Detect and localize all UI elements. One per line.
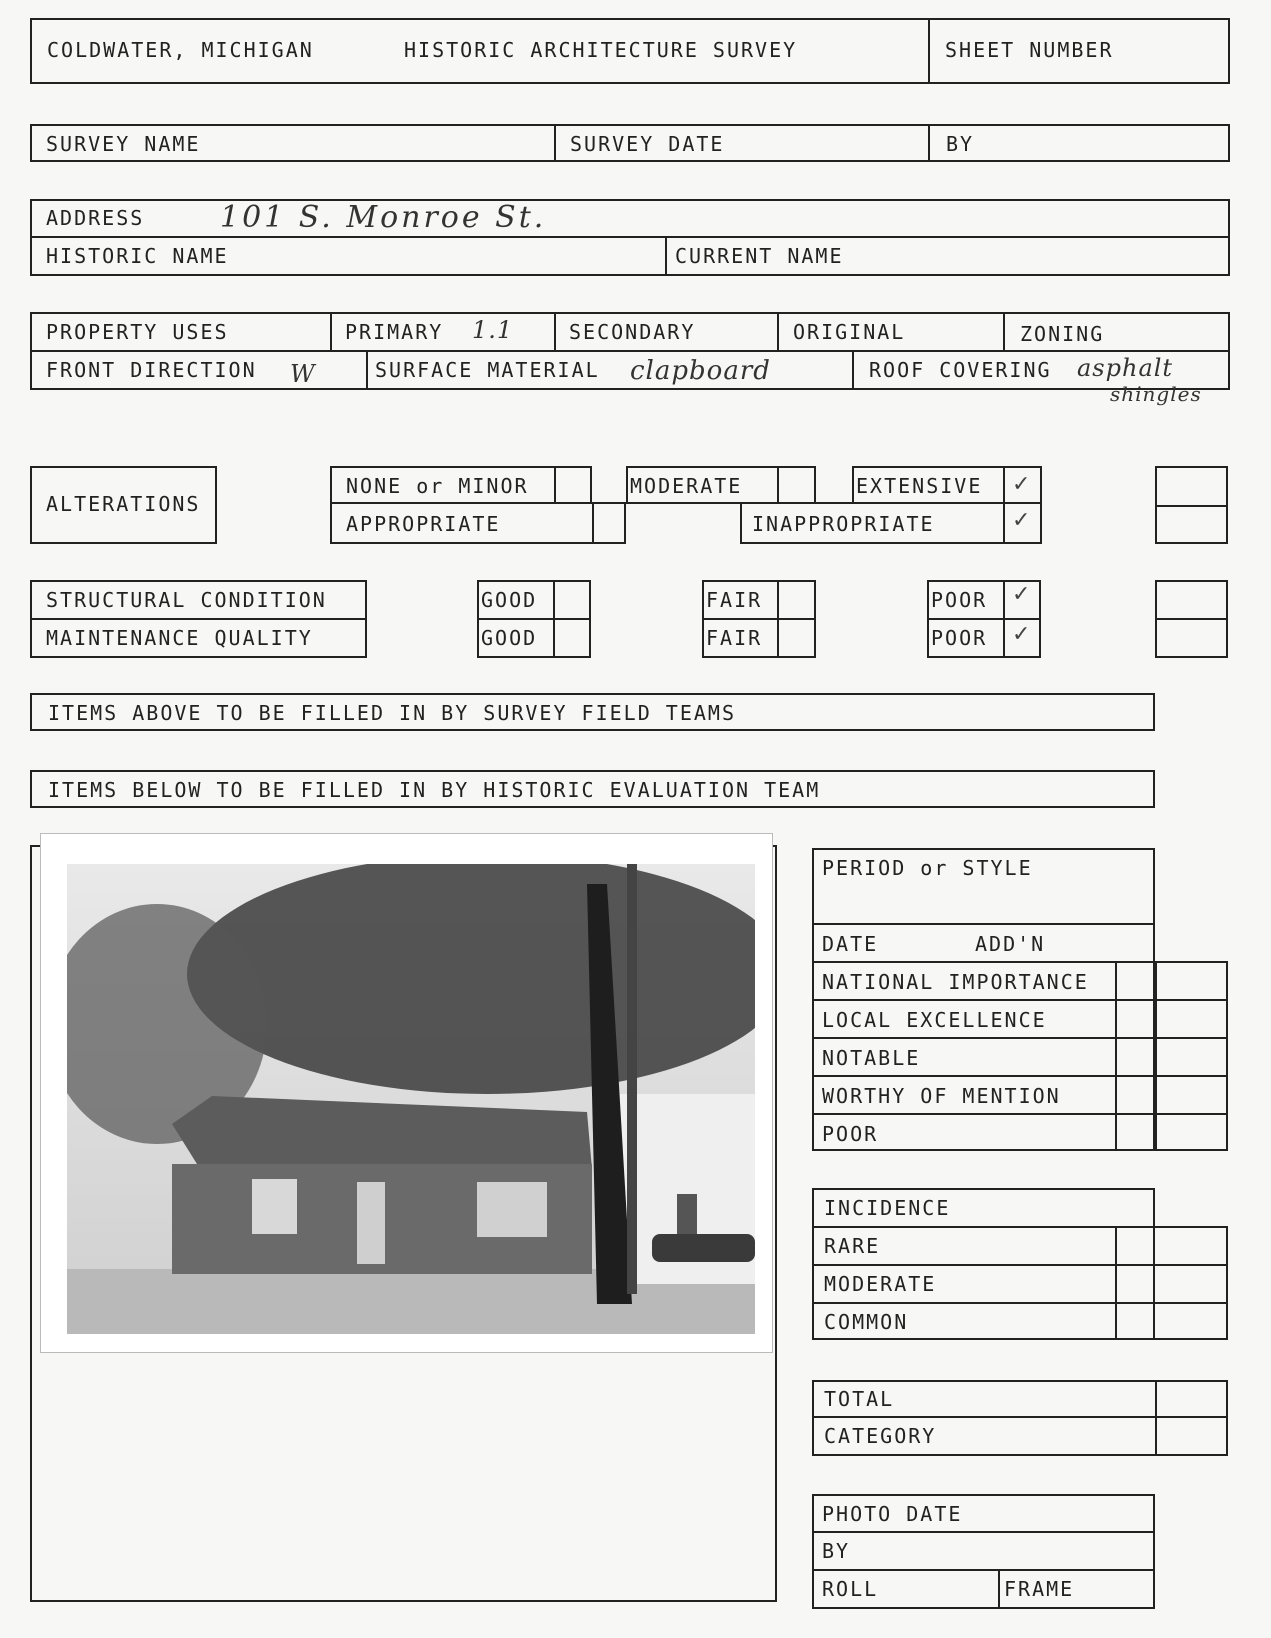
property-div-3 <box>777 312 779 350</box>
primary-value[interactable]: 1.1 <box>472 316 514 344</box>
eval-date-label[interactable]: DATE <box>822 932 879 956</box>
maintenance-good[interactable]: GOOD <box>481 626 538 650</box>
alt-inappropriate-label[interactable]: INAPPROPRIATE <box>752 512 935 536</box>
surface-material-value[interactable]: clapboard <box>630 356 771 386</box>
alt-inappropriate-check[interactable]: ✓ <box>1012 508 1033 533</box>
neighbor-window <box>677 1194 697 1234</box>
property-div-5 <box>366 350 368 390</box>
roof-covering-value-2: shingles <box>1110 382 1202 406</box>
note-above: ITEMS ABOVE TO BE FILLED IN BY SURVEY FIELD TEAMS <box>48 701 737 725</box>
property-hline <box>30 350 1230 352</box>
fair-hline <box>702 618 816 620</box>
front-direction-value[interactable]: W <box>290 360 316 388</box>
incidence-moderate-label[interactable]: MODERATE <box>824 1272 937 1296</box>
alt-mod-check-div <box>777 466 779 504</box>
address-hline <box>30 236 1230 238</box>
eval-vline-3 <box>1226 961 1228 1151</box>
inc-hline-2 <box>812 1264 1228 1266</box>
poor-check-div <box>1003 580 1005 658</box>
eval-hline-6 <box>812 1113 1228 1115</box>
eval-vline-1 <box>1115 961 1117 1151</box>
national-importance-label[interactable]: NATIONAL IMPORTANCE <box>822 970 1089 994</box>
address-value[interactable]: 101 S. Monroe St. <box>220 200 547 235</box>
total-label[interactable]: TOTAL <box>824 1387 895 1411</box>
notable-label[interactable]: NOTABLE <box>822 1046 921 1070</box>
inc-hline-1 <box>812 1226 1228 1228</box>
eval-hline-bottom-ext <box>1155 1149 1228 1151</box>
secondary-label[interactable]: SECONDARY <box>569 320 696 344</box>
house-photo <box>40 833 773 1353</box>
structural-fair[interactable]: FAIR <box>706 588 763 612</box>
photo-info-hline-2 <box>812 1569 1155 1571</box>
category-label[interactable]: CATEGORY <box>824 1424 937 1448</box>
house-door <box>357 1182 385 1264</box>
survey-name-label[interactable]: SURVEY NAME <box>46 132 201 156</box>
survey-by-label[interactable]: BY <box>946 132 975 156</box>
condition-hline <box>30 618 367 620</box>
eval-hline-2 <box>812 961 1228 963</box>
fair-check-div <box>777 580 779 658</box>
survey-date-label[interactable]: SURVEY DATE <box>570 132 725 156</box>
note-below: ITEMS BELOW TO BE FILLED IN BY HISTORIC EVALUATION TEAM <box>48 778 821 802</box>
inc-hline-4 <box>1155 1338 1228 1340</box>
maintenance-fair[interactable]: FAIR <box>706 626 763 650</box>
condition-score-hline <box>1155 618 1228 620</box>
alt-appropriate-label[interactable]: APPROPRIATE <box>346 512 501 536</box>
alt-none-check-div <box>554 466 556 504</box>
alt-none-minor-label[interactable]: NONE or MINOR <box>346 474 529 498</box>
eval-vline-2 <box>1155 961 1157 1151</box>
eval-hline-3 <box>812 999 1228 1001</box>
frame-label[interactable]: FRAME <box>1004 1577 1075 1601</box>
eval-hline-4 <box>812 1037 1228 1039</box>
structural-good[interactable]: GOOD <box>481 588 538 612</box>
worthy-of-mention-label[interactable]: WORTHY OF MENTION <box>822 1084 1061 1108</box>
current-name-label[interactable]: CURRENT NAME <box>675 244 844 268</box>
inc-vline-2 <box>1226 1226 1228 1340</box>
alt-moderate-label[interactable]: MODERATE <box>630 474 743 498</box>
alt-score-hline <box>1155 505 1228 507</box>
good-check-div <box>553 580 555 658</box>
survey-divider-2 <box>928 124 930 162</box>
photo-info-hline-1 <box>812 1531 1155 1533</box>
alterations-label: ALTERATIONS <box>46 492 201 516</box>
survey-divider-1 <box>554 124 556 162</box>
house-window-1 <box>252 1179 297 1234</box>
alt-extensive-check[interactable]: ✓ <box>1012 472 1033 497</box>
structural-poor[interactable]: POOR <box>931 588 988 612</box>
totals-hline <box>812 1416 1228 1418</box>
zoning-label[interactable]: ZONING <box>1020 322 1105 346</box>
common-label[interactable]: COMMON <box>824 1310 909 1334</box>
address-divider <box>665 236 667 276</box>
sheet-number-label: SHEET NUMBER <box>945 38 1114 62</box>
header-divider <box>928 18 930 84</box>
eval-hline-1 <box>812 923 1155 925</box>
house-window-2 <box>477 1182 547 1237</box>
eval-addn-label[interactable]: ADD'N <box>975 932 1046 956</box>
alt-appr-check-div <box>592 502 594 544</box>
inc-hline-3 <box>812 1302 1228 1304</box>
header-title: HISTORIC ARCHITECTURE SURVEY <box>404 38 798 62</box>
structural-poor-check[interactable]: ✓ <box>1012 582 1033 607</box>
structural-condition-label: STRUCTURAL CONDITION <box>46 588 327 612</box>
roof-covering-value-1[interactable]: asphalt <box>1077 354 1174 382</box>
front-direction-label: FRONT DIRECTION <box>46 358 257 382</box>
property-div-4 <box>1003 312 1005 350</box>
photo-date-label[interactable]: PHOTO DATE <box>822 1502 963 1526</box>
utility-pole <box>627 864 637 1294</box>
local-excellence-label[interactable]: LOCAL EXCELLENCE <box>822 1008 1047 1032</box>
photo-info-vline <box>998 1569 1000 1609</box>
period-style-label[interactable]: PERIOD or STYLE <box>822 856 1033 880</box>
historic-name-label[interactable]: HISTORIC NAME <box>46 244 229 268</box>
alt-extensive-label[interactable]: EXTENSIVE <box>856 474 983 498</box>
eval-hline-5 <box>812 1075 1228 1077</box>
poor-hline <box>927 618 1041 620</box>
incidence-label: INCIDENCE <box>824 1196 951 1220</box>
maintenance-poor-check[interactable]: ✓ <box>1012 622 1033 647</box>
property-div-2 <box>554 312 556 350</box>
surface-material-label: SURFACE MATERIAL <box>375 358 600 382</box>
photo-by-label[interactable]: BY <box>822 1539 851 1563</box>
parked-car <box>652 1234 755 1262</box>
totals-vline <box>1155 1380 1157 1456</box>
header-city: COLDWATER, MICHIGAN <box>47 38 314 62</box>
rare-label[interactable]: RARE <box>824 1234 881 1258</box>
eval-poor-label[interactable]: POOR <box>822 1122 879 1146</box>
roll-label[interactable]: ROLL <box>822 1577 879 1601</box>
maintenance-poor[interactable]: POOR <box>931 626 988 650</box>
inc-vline-1 <box>1115 1226 1117 1340</box>
roof-covering-label: ROOF COVERING <box>869 358 1052 382</box>
house-photo-image <box>67 864 755 1334</box>
address-label: ADDRESS <box>46 206 145 230</box>
property-div-1 <box>330 312 332 350</box>
primary-label: PRIMARY <box>345 320 444 344</box>
maintenance-quality-label: MAINTENANCE QUALITY <box>46 626 313 650</box>
property-uses-label: PROPERTY USES <box>46 320 229 344</box>
property-div-6 <box>852 350 854 390</box>
good-hline <box>477 618 591 620</box>
original-label[interactable]: ORIGINAL <box>793 320 906 344</box>
